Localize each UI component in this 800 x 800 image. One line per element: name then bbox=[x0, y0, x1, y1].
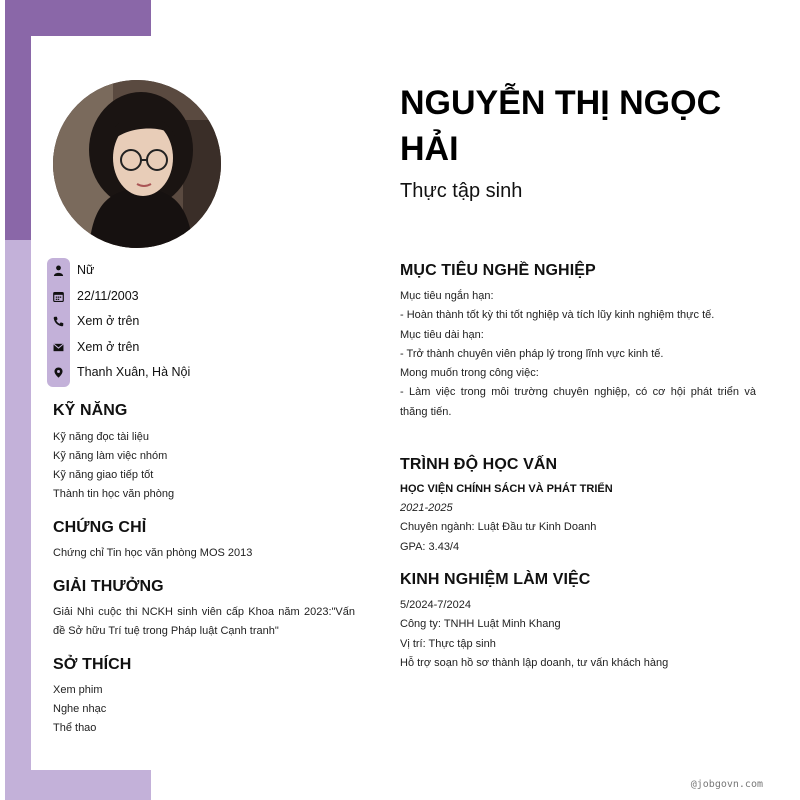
profile-photo bbox=[53, 80, 221, 248]
list-item: Chứng chỉ Tin học văn phòng MOS 2013 bbox=[53, 547, 253, 559]
objective-line: - Trở thành chuyên viên pháp lý trong lĩnh vực kinh tế. bbox=[400, 347, 664, 360]
certificates-list bbox=[53, 544, 252, 563]
education-school: HỌC VIỆN CHÍNH SÁCH VÀ PHÁT TRIỂN bbox=[400, 483, 613, 495]
contact-email bbox=[47, 335, 139, 359]
list-item: Xem phim bbox=[53, 684, 103, 696]
award-text: Giải Nhì cuộc thi NCKH sinh viên cấp Khoa năm 2023:"Vấn đề Sở hữu Trí tuệ trong Pháp luật Cạnh tranh" bbox=[53, 606, 355, 637]
mail-icon bbox=[47, 342, 70, 353]
contact-text: Nữ bbox=[77, 263, 95, 277]
experience-position: Vị trí: Thực tập sinh bbox=[400, 637, 496, 650]
contact-birthday bbox=[47, 284, 139, 308]
location-pin-icon bbox=[47, 367, 70, 378]
education-major: Chuyên ngành: Luật Đầu tư Kinh Doanh bbox=[400, 521, 597, 534]
objective-title: MỤC TIÊU NGHỀ NGHIỆP bbox=[400, 262, 596, 279]
experience-description: Hỗ trợ soạn hồ sơ thành lập doanh, tư vấn khách hàng bbox=[400, 656, 669, 669]
list-item: Thành tin học văn phòng bbox=[53, 488, 175, 500]
education-years: 2021-2025 bbox=[400, 502, 453, 514]
list-item: Kỹ năng làm việc nhóm bbox=[53, 450, 168, 462]
experience-title: KINH NGHIỆM LÀM VIỆC bbox=[400, 571, 591, 588]
objective-line: Mong muốn trong công việc: bbox=[400, 367, 539, 380]
contact-text: 22/11/2003 bbox=[77, 289, 139, 303]
hobbies-title: SỞ THÍCH bbox=[53, 656, 132, 673]
certificates-title: CHỨNG CHỈ bbox=[53, 519, 147, 536]
candidate-role: Thực tập sinh bbox=[400, 180, 523, 202]
contact-phone bbox=[47, 309, 139, 333]
skills-title: KỸ NĂNG bbox=[53, 402, 128, 419]
candidate-name: NGUYỄN THỊ NGỌC HẢI bbox=[400, 84, 722, 168]
contact-text: Xem ở trên bbox=[77, 340, 140, 354]
objective-block bbox=[400, 287, 756, 422]
watermark: @jobgovn.com bbox=[690, 779, 763, 790]
contact-text: Thanh Xuân, Hà Nội bbox=[77, 365, 191, 379]
calendar-icon bbox=[47, 291, 70, 302]
objective-line: Mục tiêu dài hạn: bbox=[400, 328, 484, 341]
avatar bbox=[53, 80, 221, 248]
objective-line: Mục tiêu ngắn hạn: bbox=[400, 290, 494, 302]
education-title: TRÌNH ĐỘ HỌC VẤN bbox=[400, 456, 558, 473]
education-gpa: GPA: 3.43/4 bbox=[400, 540, 460, 553]
experience-period: 5/2024-7/2024 bbox=[400, 599, 471, 611]
list-item: Kỹ năng đọc tài liệu bbox=[53, 431, 150, 443]
hobbies-list bbox=[53, 681, 106, 738]
objective-line: - Làm việc trong môi trường chuyên nghiệp, có cơ hội phát triển và thăng tiến. bbox=[400, 386, 756, 418]
experience-company: Công ty: TNHH Luật Minh Khang bbox=[400, 618, 561, 631]
list-item: Thể thao bbox=[53, 722, 97, 734]
contact-address bbox=[47, 360, 190, 384]
person-icon bbox=[47, 265, 70, 276]
contact-gender bbox=[47, 258, 94, 282]
experience-block bbox=[400, 596, 756, 673]
awards-title: GIẢI THƯỞNG bbox=[53, 578, 164, 595]
contact-text: Xem ở trên bbox=[77, 314, 140, 328]
list-item: Nghe nhạc bbox=[53, 703, 107, 715]
phone-icon bbox=[47, 316, 70, 327]
objective-line: - Hoàn thành tốt kỳ thi tốt nghiệp và tích lũy kinh nghiệm thực tế. bbox=[400, 309, 715, 322]
skills-list bbox=[53, 428, 174, 504]
education-block bbox=[400, 480, 756, 557]
list-item: Kỹ năng giao tiếp tốt bbox=[53, 469, 154, 481]
